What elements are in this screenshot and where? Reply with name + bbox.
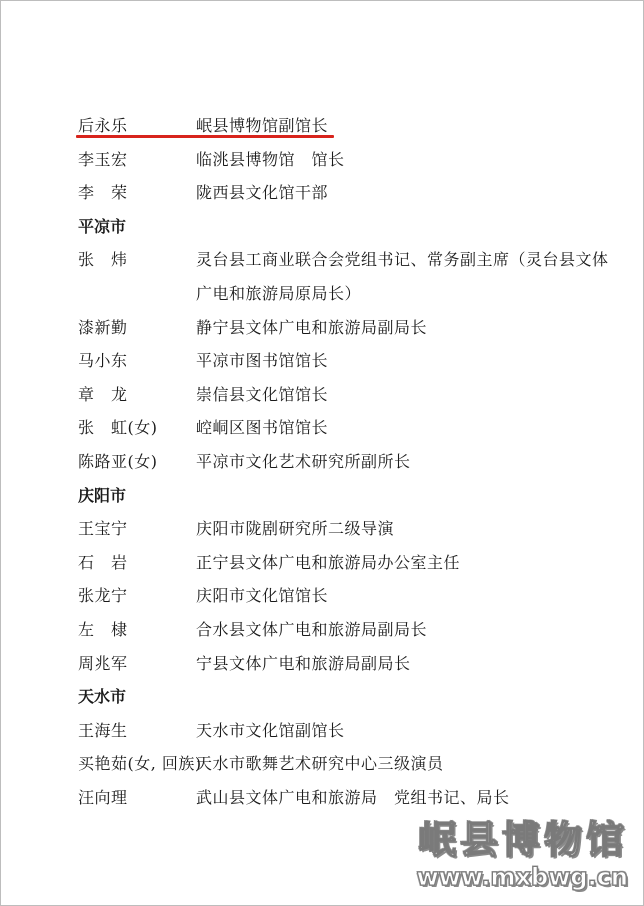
person-name: 后永乐: [78, 116, 128, 135]
region-heading: 平凉市: [78, 216, 127, 236]
person-name: 陈路亚(女): [78, 451, 158, 471]
person-name: 张 炜: [78, 250, 128, 270]
person-title: 陇西县文化馆干部: [196, 183, 329, 203]
person-row: [78, 143, 618, 177]
person-name: 周兆军: [78, 653, 128, 673]
person-name: 王海生: [78, 720, 128, 740]
person-row: [78, 243, 618, 310]
person-row: [78, 647, 618, 681]
person-name: 石 岩: [78, 552, 128, 572]
person-title: 合水县文体广电和旅游局副局长: [196, 619, 428, 639]
person-row: [78, 714, 618, 748]
person-title: 正宁县文体广电和旅游局办公室主任: [196, 552, 461, 572]
person-title: 庆阳市文化馆馆长: [196, 586, 329, 606]
person-row: [78, 445, 618, 479]
person-row: [78, 579, 618, 613]
person-name: 买艳茹(女, 回族): [78, 754, 202, 774]
person-name: 王宝宁: [78, 519, 128, 539]
person-name: 汪向理: [78, 787, 128, 807]
name-list: [78, 109, 618, 814]
person-row: [78, 512, 618, 546]
person-name: 漆新勤: [78, 317, 128, 337]
person-title: 天水市文化馆副馆长: [196, 720, 345, 740]
person-row: [78, 378, 618, 412]
person-title: 宁县文体广电和旅游局副局长: [196, 653, 411, 673]
person-row: [78, 781, 618, 815]
watermark: [416, 818, 628, 892]
region-heading: 庆阳市: [78, 485, 127, 505]
person-title: 庆阳市陇剧研究所二级导演: [196, 519, 395, 539]
person-name: 章 龙: [78, 384, 128, 404]
person-title: 武山县文体广电和旅游局 党组书记、局长: [196, 787, 510, 807]
person-title: 平凉市文化艺术研究所副所长: [196, 451, 411, 471]
person-row: [78, 176, 618, 210]
person-row: [78, 411, 618, 445]
person-title: 静宁县文体广电和旅游局副局长: [196, 317, 428, 337]
person-title: 天水市歌舞艺术研究中心三级演员: [196, 754, 444, 774]
watermark-url: www.mxbwg.cn: [416, 863, 628, 891]
person-name: 张 虹(女): [78, 418, 158, 438]
person-row: [78, 344, 618, 378]
person-name: 李玉宏: [78, 149, 128, 169]
person-title: 平凉市图书馆馆长: [196, 351, 329, 371]
person-title: 岷县博物馆副馆长: [196, 116, 329, 135]
person-name: 张龙宁: [78, 586, 128, 606]
person-name: 左 棣: [78, 619, 128, 639]
person-title: 灵台县工商业联合会党组书记、常务副主席（灵台县文体广电和旅游局原局长）: [196, 250, 609, 303]
person-row: [78, 109, 618, 143]
person-title: 临洮县博物馆 馆长: [196, 149, 345, 169]
person-title: 崆峒区图书馆馆长: [196, 418, 329, 438]
region-heading: 天水市: [78, 687, 127, 707]
watermark-title: 岷县博物馆: [417, 818, 628, 862]
person-row: [78, 613, 618, 647]
person-row: [78, 546, 618, 580]
person-title: 崇信县文化馆馆长: [196, 384, 329, 404]
person-row: [78, 311, 618, 345]
person-name: 李 荣: [78, 183, 128, 203]
person-name: 马小东: [78, 351, 128, 371]
person-row: [78, 747, 618, 781]
